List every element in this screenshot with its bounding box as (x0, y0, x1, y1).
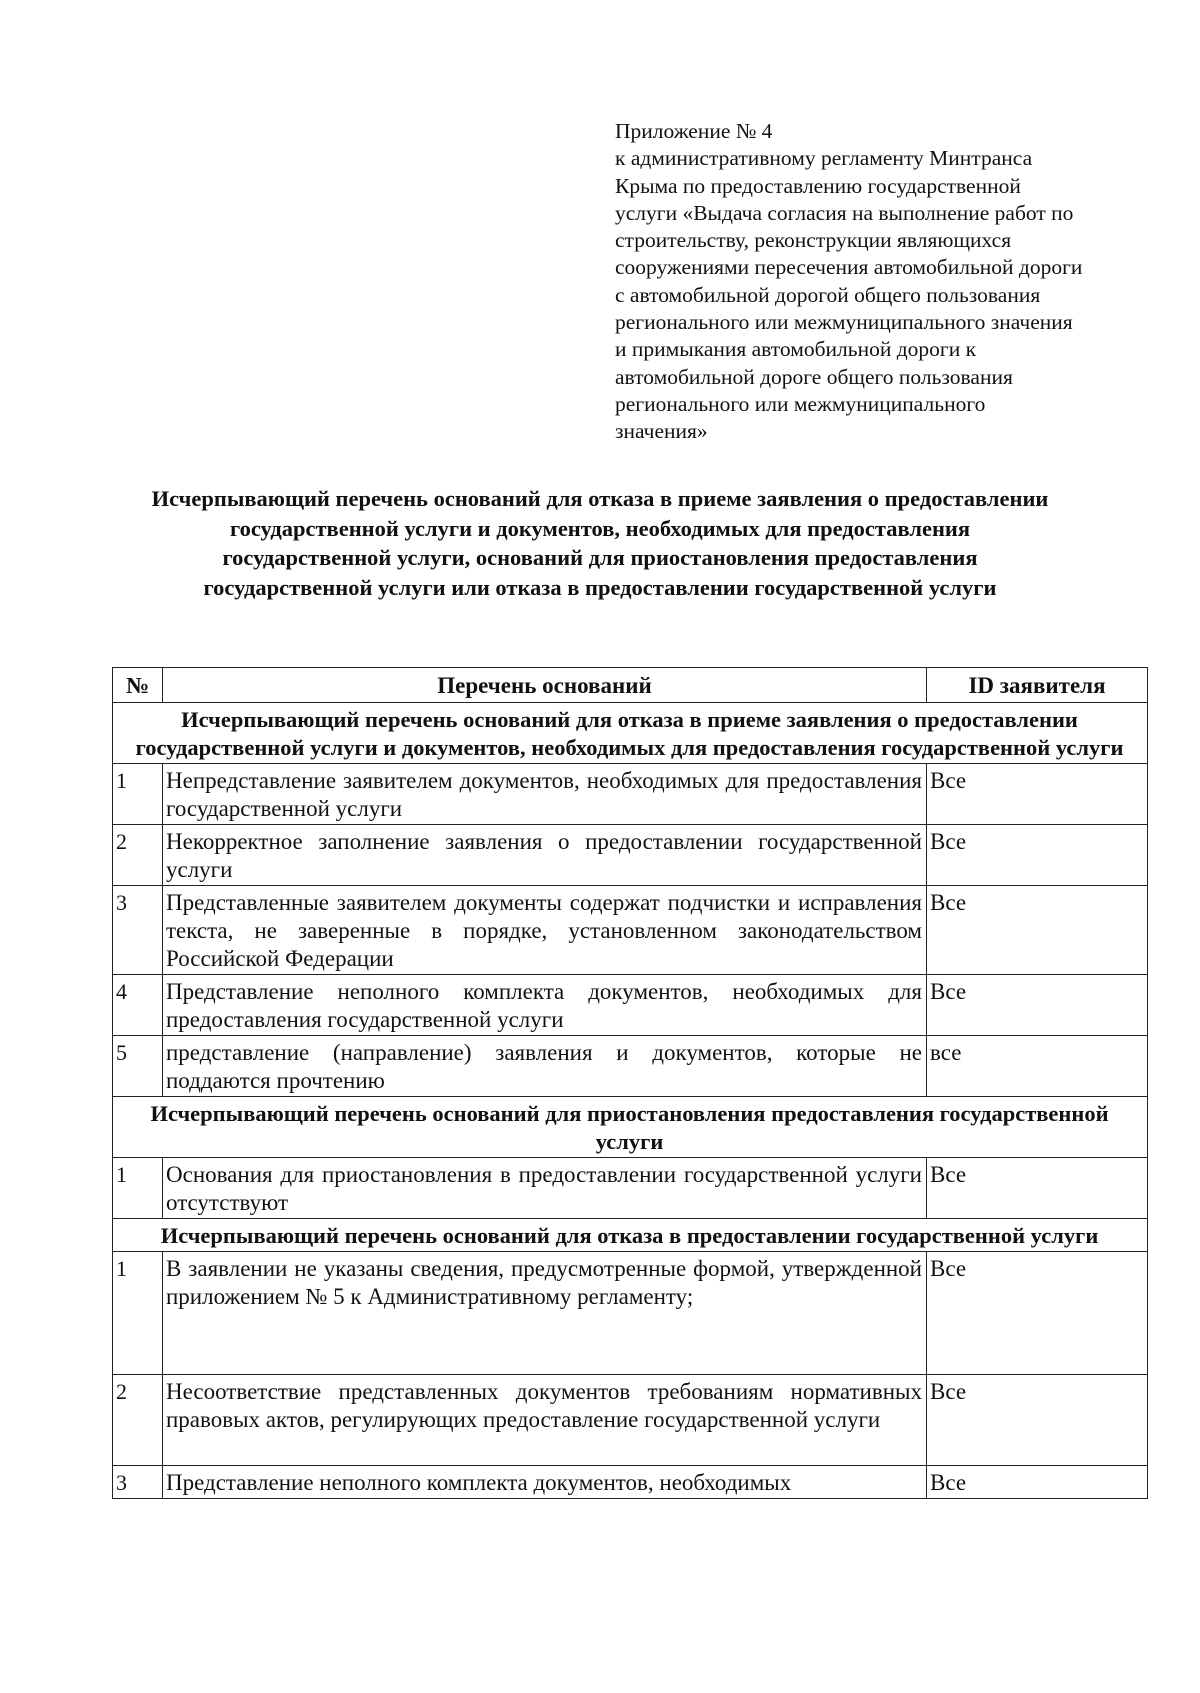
row-reason: Представленные заявителем документы содержат подчистки и исправления текста, не заверенные в порядке, установленном законодательством Российской Федерации (163, 886, 927, 975)
appendix-line: сооружениями пересечения автомобильной дороги (615, 255, 1083, 280)
row-num: 4 (113, 975, 163, 1036)
row-reason: Несоответствие представленных документов требованиям нормативных правовых актов, регулирующих предоставление государственной услуги (163, 1375, 927, 1466)
appendix-line: значения» (615, 419, 708, 444)
appendix-line: услуги «Выдача согласия на выполнение работ по (615, 200, 1074, 225)
row-applicant-id: Все (927, 1466, 1148, 1499)
row-reason: Основания для приостановления в предоставлении государственной услуги отсутствуют (163, 1158, 927, 1219)
grounds-table (112, 667, 1148, 1499)
section-title: Исчерпывающий перечень оснований для отказа в приеме заявления о предоставлении государственной услуги и документов, необходимых для предоставления государственной услуги (113, 703, 1148, 764)
row-num: 1 (113, 1158, 163, 1219)
row-applicant-id: Все (927, 825, 1148, 886)
row-num: 2 (113, 1375, 163, 1466)
row-num: 3 (113, 1466, 163, 1499)
row-applicant-id: Все (927, 764, 1148, 825)
appendix-line: с автомобильной дорогой общего пользования (615, 282, 1041, 307)
row-applicant-id: Все (927, 1158, 1148, 1219)
table-row (113, 975, 1148, 1036)
row-reason: В заявлении не указаны сведения, предусмотренные формой, утвержденной приложением № 5 к Административному регламенту; (163, 1252, 927, 1375)
row-num: 2 (113, 825, 163, 886)
appendix-line: регионального или межмуниципального (615, 391, 986, 416)
section-title: Исчерпывающий перечень оснований для отказа в предоставлении государственной услуги (113, 1219, 1148, 1252)
table-row (113, 886, 1148, 975)
section-row (113, 1219, 1148, 1252)
row-reason: Непредставление заявителем документов, необходимых для предоставления государственной услуги (163, 764, 927, 825)
row-reason: Представление неполного комплекта документов, необходимых (163, 1466, 927, 1499)
table-header-row (113, 668, 1148, 703)
appendix-line: строительству, реконструкции являющихся (615, 228, 1012, 253)
section-row (113, 1097, 1148, 1158)
row-reason: Представление неполного комплекта документов, необходимых для предоставления государственной услуги (163, 975, 927, 1036)
row-num: 1 (113, 764, 163, 825)
appendix-line: автомобильной дороге общего пользования (615, 364, 1013, 389)
table-row (113, 1466, 1148, 1499)
table-row (113, 1375, 1148, 1466)
header-num: № (113, 668, 163, 703)
table-row (113, 1158, 1148, 1219)
header-applicant-id: ID заявителя (927, 668, 1148, 703)
appendix-line: Крыма по предоставлению государственной (615, 173, 1021, 198)
section-title: Исчерпывающий перечень оснований для приостановления предоставления государственной услуги (113, 1097, 1148, 1158)
appendix-line: и примыкания автомобильной дороги к (615, 337, 977, 362)
header-reason: Перечень оснований (163, 668, 927, 703)
appendix-line: регионального или межмуниципального значения (615, 310, 1073, 335)
table-row (113, 764, 1148, 825)
row-num: 3 (113, 886, 163, 975)
appendix-line: к административному регламенту Минтранса (615, 146, 1033, 171)
row-num: 5 (113, 1036, 163, 1097)
row-applicant-id: Все (927, 886, 1148, 975)
section-row (113, 703, 1148, 764)
row-num: 1 (113, 1252, 163, 1375)
table-row (113, 1036, 1148, 1097)
row-applicant-id: Все (927, 1375, 1148, 1466)
row-applicant-id: все (927, 1036, 1148, 1097)
table-row (113, 1252, 1148, 1375)
appendix-header (615, 118, 1135, 446)
appendix-line: Приложение № 4 (615, 119, 773, 143)
row-applicant-id: Все (927, 975, 1148, 1036)
table-row (113, 825, 1148, 886)
document-title: Исчерпывающий перечень оснований для отказа в приеме заявления о предоставлении государственной услуги и документов, необходимых для предоставления государственной услуги, оснований для приостановления предоставления государственной услуги или отказа в предоставлении государственной услуги (151, 486, 1049, 600)
row-reason: представление (направление) заявления и документов, которые не поддаются прочтению (163, 1036, 927, 1097)
row-applicant-id: Все (927, 1252, 1148, 1375)
row-reason: Некорректное заполнение заявления о предоставлении государственной услуги (163, 825, 927, 886)
